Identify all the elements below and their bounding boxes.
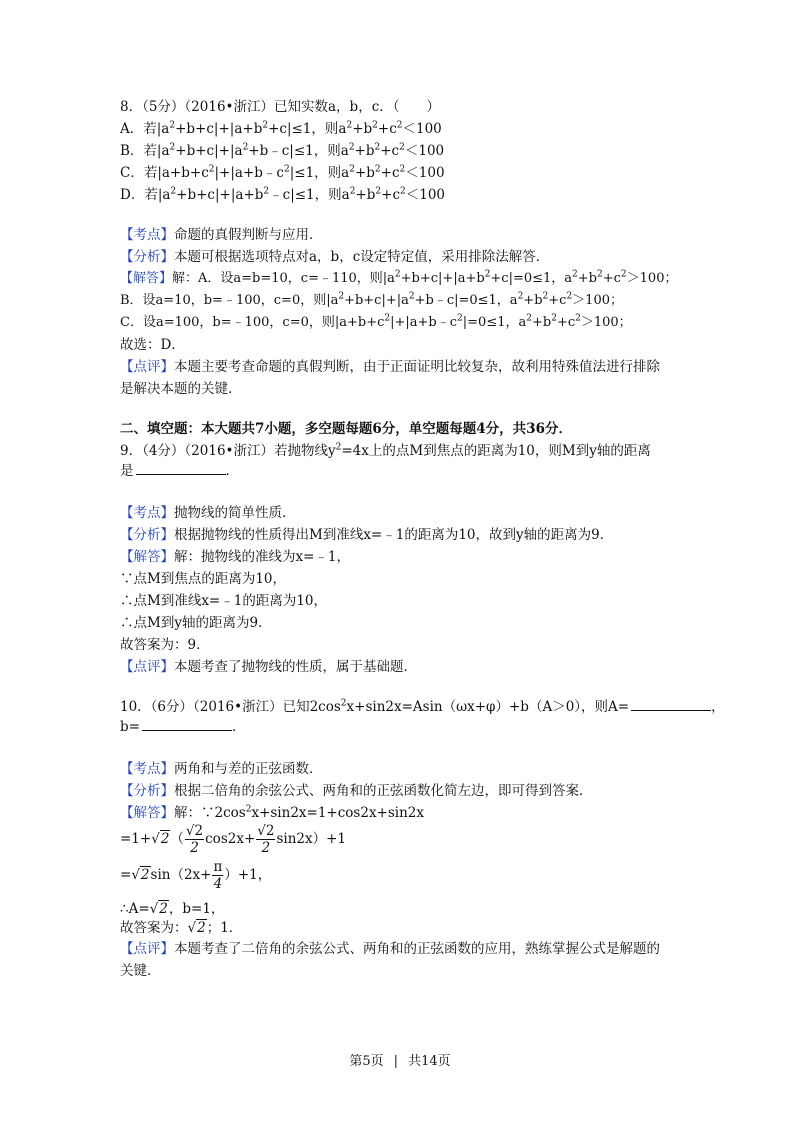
q9-jieda-4: ∴点M到y轴的距离为9．	[120, 615, 272, 631]
q9-jieda-5: 故答案为：9．	[120, 637, 210, 653]
fraction-sqrt2-over-2: $\frac{√2}{2}$	[185, 823, 204, 856]
q8-option-c: C．若$|a+b+c^2|+|a+b﹣c^2|\le 1$，则$a^2+b^2+c^2<100$	[120, 164, 445, 181]
q9-stem-2: 是 ．	[120, 463, 239, 479]
q8-dianping-2: 是解决本题的关键．	[120, 381, 242, 397]
q10-stem-2: b= ．	[120, 719, 246, 735]
q10-dianping-1: 【点评】本题考查了二倍角的余弦公式、两角和的正弦函数的应用，熟练掌握公式是解题的	[120, 941, 660, 957]
q10-stem-1: 10．（6分）（2016•浙江）已知$2\cos^2x+\sin 2x=Asin(\omega x+\varphi)+b(A>0)$，则A= ，	[120, 698, 725, 715]
q10-jieda-5: 故答案为：√2；1．	[120, 920, 243, 936]
q10-answer-b-blank[interactable]	[142, 718, 232, 731]
fraction-sqrt2-over-2: $\frac{√2}{2}$	[257, 823, 275, 856]
sqrt-symbol: √2	[131, 867, 150, 883]
q8-option-b: B．若$|a^2+b+c|+|a^2+b﹣c|\le 1$，则$a^2+b^2+c^2<100$	[120, 142, 445, 159]
q10-answer-a-blank[interactable]	[631, 698, 711, 711]
q8-stem: 8．（5分）（2016•浙江）已知实数a，b，c．（ ）	[120, 99, 440, 115]
q9-stem-1: 9．（4分）（2016•浙江）若抛物线$y^2=4x$上的点M到焦点的距离为10，则M到y轴的距离	[120, 442, 651, 459]
q8-jieda-3: C．设a=100，b=﹣100，c=0，则$|a+b+c^2|+|a+b﹣c^2|=0\le 1$，$a^2+b^2+c^2>100$；	[120, 313, 632, 330]
q8-option-a: A．若$|a^2+b+c|+|a+b^2+c|\le 1$，则$a^2+b^2+c^2<100$	[120, 120, 442, 137]
q9-answer-blank[interactable]	[136, 462, 226, 475]
sqrt-symbol: √2	[151, 831, 170, 847]
q10-kaodian: 【考点】两角和与差的正弦函数．	[120, 761, 323, 777]
q10-jieda-4: ∴A=√2，b=1，	[120, 901, 225, 917]
q10-jieda-2: =1+√2（ $\frac{√2}{2}$ cos2x+ $\frac{√2}{2}$ sin2x）+1	[120, 823, 347, 856]
q9-jieda-3: ∴点M到准线x=﹣1的距离为10，	[120, 593, 328, 609]
fenxi-tag: 【分析】	[120, 249, 174, 265]
q8-option-d: D．若$|a^2+b+c|+|a+b^2﹣c|\le 1$，则$a^2+b^2+c^2<100$	[120, 186, 446, 203]
section-2-heading: 二、填空题：本大题共7小题，多空题每题6分，单空题每题4分，共36分．	[120, 421, 572, 437]
q9-dianping: 【点评】本题考查了抛物线的性质，属于基础题．	[120, 659, 417, 675]
page-footer: 第5页 | 共14页	[349, 1054, 451, 1069]
q9-jieda-1: 【解答】解：抛物线的准线为x=﹣1，	[120, 549, 351, 565]
q9-kaodian: 【考点】抛物线的简单性质．	[120, 505, 296, 521]
fraction-pi-over-4: $\frac{\pi}{4}$	[213, 859, 223, 892]
total-pages: 共14页	[408, 1054, 451, 1069]
q9-fenxi: 【分析】根据抛物线的性质得出M到准线x=﹣1的距离为10，故到y轴的距离为9．	[120, 527, 614, 543]
q8-kaodian: 【考点】命题的真假判断与应用．	[120, 227, 323, 243]
q8-fenxi: 【分析】本题可根据选项特点对a，b，c设定特定值，采用排除法解答．	[120, 249, 550, 265]
kaodian-tag: 【考点】	[120, 227, 174, 243]
q8-dianping-1: 【点评】本题主要考查命题的真假判断，由于正面证明比较复杂，故利用特殊值法进行排除	[120, 359, 660, 375]
jieda-tag: 【解答】	[120, 271, 173, 286]
q10-jieda-3: =√2sin（2x+ $\frac{\pi}{4}$ ）+1，	[120, 859, 272, 892]
q10-dianping-2: 关键．	[120, 963, 161, 979]
q8-jieda-2: B．设a=10，b=﹣100，c=0，则$|a^2+b+c|+|a^2+b﹣c|=0\le 1$，$a^2+b^2+c^2>100$；	[120, 291, 623, 308]
q8-jieda-4: 故选：D．	[120, 337, 185, 353]
q10-jieda-1: 【解答】解：$\because 2\cos^2x+\sin 2x=1+\cos 2x+\sin 2x$	[120, 804, 425, 821]
dianping-tag: 【点评】	[120, 359, 174, 375]
q10-fenxi: 【分析】根据二倍角的余弦公式、两角和的正弦函数化简左边，即可得到答案．	[120, 783, 593, 799]
q8-jieda-1: 【解答】解：A．设a=b=10，c=﹣110，则$|a^2+b+c|+|a+b^2+c|=0\le 1$，$a^2+b^2+c^2>100$；	[120, 269, 678, 286]
page-number: 第5页	[349, 1054, 384, 1069]
q9-jieda-2: ∵点M到焦点的距离为10，	[120, 571, 287, 587]
